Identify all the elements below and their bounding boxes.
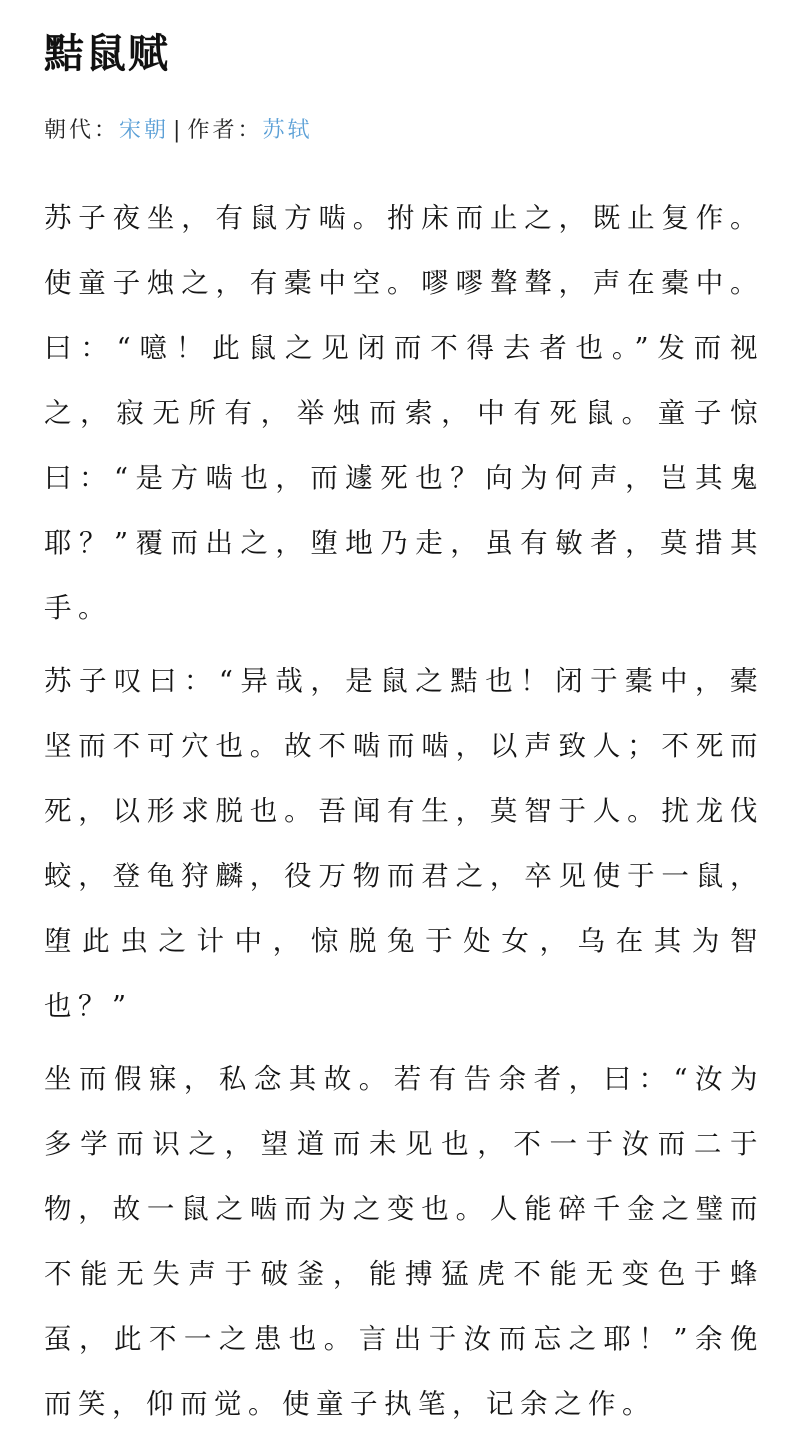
meta-separator: | [173, 118, 184, 143]
dynasty-label: 朝代： [44, 118, 120, 143]
paragraph-3: 坐而假寐，私念其故。若有告余者，曰：“汝为多学而识之，望道而未见也，不一于汝而二于物，故一鼠之啮而为之变也。人能碎千金之璧而不能无失声于破釜，能搏猛虎不能无变色于蜂虿，此不一之患也。言出于汝而忘之耶！”余俛而笑，仰而觉。使童子执笔，记余之作。 [44, 1063, 764, 1420]
author-label: 作者： [187, 118, 263, 143]
article-body [44, 186, 764, 1445]
author-link[interactable]: 苏轼 [262, 118, 313, 143]
paragraph-2: 苏子叹曰：“异哉，是鼠之黠也！闭于橐中，橐坚而不可穴也。故不啮而啮，以声致人；不死而死，以形求脱也。吾闻有生，莫智于人。扰龙伐蛟，登龟狩麟，役万物而君之，卒见使于一鼠，堕此虫之计中，惊脱兔于处女，乌在其为智也？” [44, 665, 764, 1022]
article-meta [44, 114, 312, 148]
article-title: 黠鼠赋 [44, 30, 170, 77]
dynasty-link[interactable]: 宋朝 [119, 118, 170, 143]
paragraph-1: 苏子夜坐，有鼠方啮。拊床而止之，既止复作。使童子烛之，有橐中空。嘐嘐聱聱，声在橐中。曰：“噫！此鼠之见闭而不得去者也。”发而视之，寂无所有，举烛而索，中有死鼠。童子惊曰：“是方啮也，而遽死也？向为何声，岂其鬼耶？”覆而出之，堕地乃走，虽有敏者，莫措其手。 [44, 202, 764, 624]
